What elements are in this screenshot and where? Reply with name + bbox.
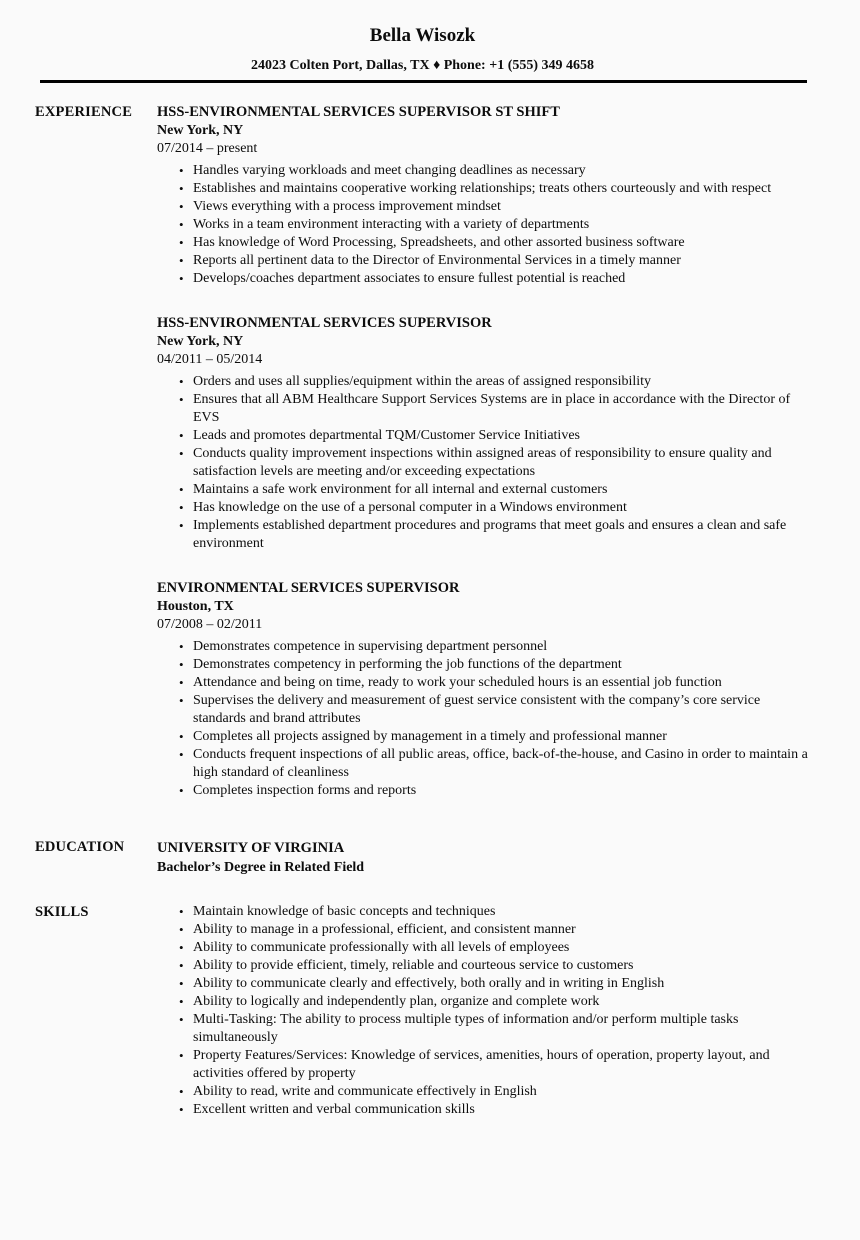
job-bullet: • Orders and uses all supplies/equipment within the areas of assigned responsibility — [193, 373, 810, 391]
job-bullet-list — [157, 638, 810, 800]
skill-bullet: • Ability to logically and independently plan, organize and complete work — [193, 993, 810, 1011]
skills-content — [157, 903, 810, 1119]
job-bullet: • Implements established department procedures and programs that meet goals and ensures a clean and safe environment — [193, 517, 810, 553]
job-bullet: • Completes inspection forms and reports — [193, 782, 810, 800]
skill-bullet: • Property Features/Services: Knowledge of services, amenities, hours of operation, property layout, and activities offered by property — [193, 1047, 810, 1083]
job-title: HSS-ENVIRONMENTAL SERVICES SUPERVISOR ST SHIFT — [157, 104, 560, 120]
job-bullet: • Has knowledge of Word Processing, Spreadsheets, and other assorted business software — [193, 234, 810, 252]
job-title: ENVIRONMENTAL SERVICES SUPERVISOR — [157, 580, 460, 596]
job-bullet: • Has knowledge on the use of a personal computer in a Windows environment — [193, 499, 810, 517]
job-bullet: • Completes all projects assigned by management in a timely and professional manner — [193, 728, 810, 746]
job-bullet-list — [157, 162, 810, 288]
skills-bullet-list — [157, 903, 810, 1119]
job-bullet: • Supervises the delivery and measurement of guest service consistent with the company’s core service standards and brand attributes — [193, 692, 810, 728]
job-location: New York, NY — [157, 123, 244, 138]
experience-content — [157, 103, 810, 800]
job-entry-3 — [157, 579, 810, 800]
job-bullet: • Maintains a safe work environment for all internal and external customers — [193, 481, 810, 499]
job-dates: 07/2014 – present — [157, 141, 258, 156]
education-school: UNIVERSITY OF VIRGINIA — [157, 840, 345, 856]
section-label-skills: SKILLS — [35, 904, 89, 920]
job-dates: 04/2011 – 05/2014 — [157, 352, 263, 367]
skill-bullet: • Ability to read, write and communicate effectively in English — [193, 1083, 810, 1101]
education-content — [157, 838, 810, 878]
job-location: New York, NY — [157, 334, 244, 349]
experience-section — [35, 103, 810, 800]
job-bullet: • Attendance and being on time, ready to work your scheduled hours is an essential job function — [193, 674, 810, 692]
job-bullet: • Ensures that all ABM Healthcare Support Services Systems are in place in accordance with the Director of EVS — [193, 391, 810, 427]
job-bullet: • Handles varying workloads and meet changing deadlines as necessary — [193, 162, 810, 180]
job-title: HSS-ENVIRONMENTAL SERVICES SUPERVISOR — [157, 315, 492, 331]
job-dates: 07/2008 – 02/2011 — [157, 617, 263, 632]
skill-bullet: • Excellent written and verbal communication skills — [193, 1101, 810, 1119]
header-divider — [40, 80, 807, 83]
education-section — [35, 838, 810, 878]
contact-line: 24023 Colten Port, Dallas, TX ♦ Phone: +1 (555) 349 4658 — [250, 58, 595, 73]
resume-header — [35, 24, 810, 83]
job-entry-1 — [157, 103, 810, 288]
job-bullet: • Reports all pertinent data to the Director of Environmental Services in a timely manner — [193, 252, 810, 270]
section-label-experience: EXPERIENCE — [35, 104, 133, 120]
job-bullet: • Develops/coaches department associates to ensure fullest potential is reached — [193, 270, 810, 288]
section-label-education: EDUCATION — [35, 839, 125, 855]
job-bullet-list — [157, 373, 810, 553]
person-name: Bella Wisozk — [369, 25, 476, 46]
skills-section — [35, 903, 810, 1119]
job-bullet: • Conducts frequent inspections of all public areas, office, back-of-the-house, and Casino in order to maintain a high standard of cleanliness — [193, 746, 810, 782]
skill-bullet: • Ability to communicate professionally with all levels of employees — [193, 939, 810, 957]
job-bullet: • Leads and promotes departmental TQM/Customer Service Initiatives — [193, 427, 810, 445]
skill-bullet: • Maintain knowledge of basic concepts and techniques — [193, 903, 810, 921]
skill-bullet: • Ability to provide efficient, timely, reliable and courteous service to customers — [193, 957, 810, 975]
job-location: Houston, TX — [157, 599, 234, 614]
job-bullet: • Conducts quality improvement inspections within assigned areas of responsibility to ensure quality and satisfaction levels are meeting and/or exceeding expectations — [193, 445, 810, 481]
skill-bullet: • Ability to manage in a professional, efficient, and consistent manner — [193, 921, 810, 939]
job-entry-2 — [157, 314, 810, 553]
resume-body — [35, 103, 810, 1119]
job-bullet: • Establishes and maintains cooperative working relationships; treats others courteously and with respect — [193, 180, 810, 198]
skill-bullet: • Multi-Tasking: The ability to process multiple types of information and/or perform multiple tasks simultaneously — [193, 1011, 810, 1047]
job-bullet: • Demonstrates competence in supervising department personnel — [193, 638, 810, 656]
education-degree: Bachelor’s Degree in Related Field — [157, 860, 365, 875]
job-bullet: • Works in a team environment interacting with a variety of departments — [193, 216, 810, 234]
job-bullet: • Views everything with a process improvement mindset — [193, 198, 810, 216]
job-bullet: • Demonstrates competency in performing the job functions of the department — [193, 656, 810, 674]
skill-bullet: • Ability to communicate clearly and effectively, both orally and in writing in English — [193, 975, 810, 993]
